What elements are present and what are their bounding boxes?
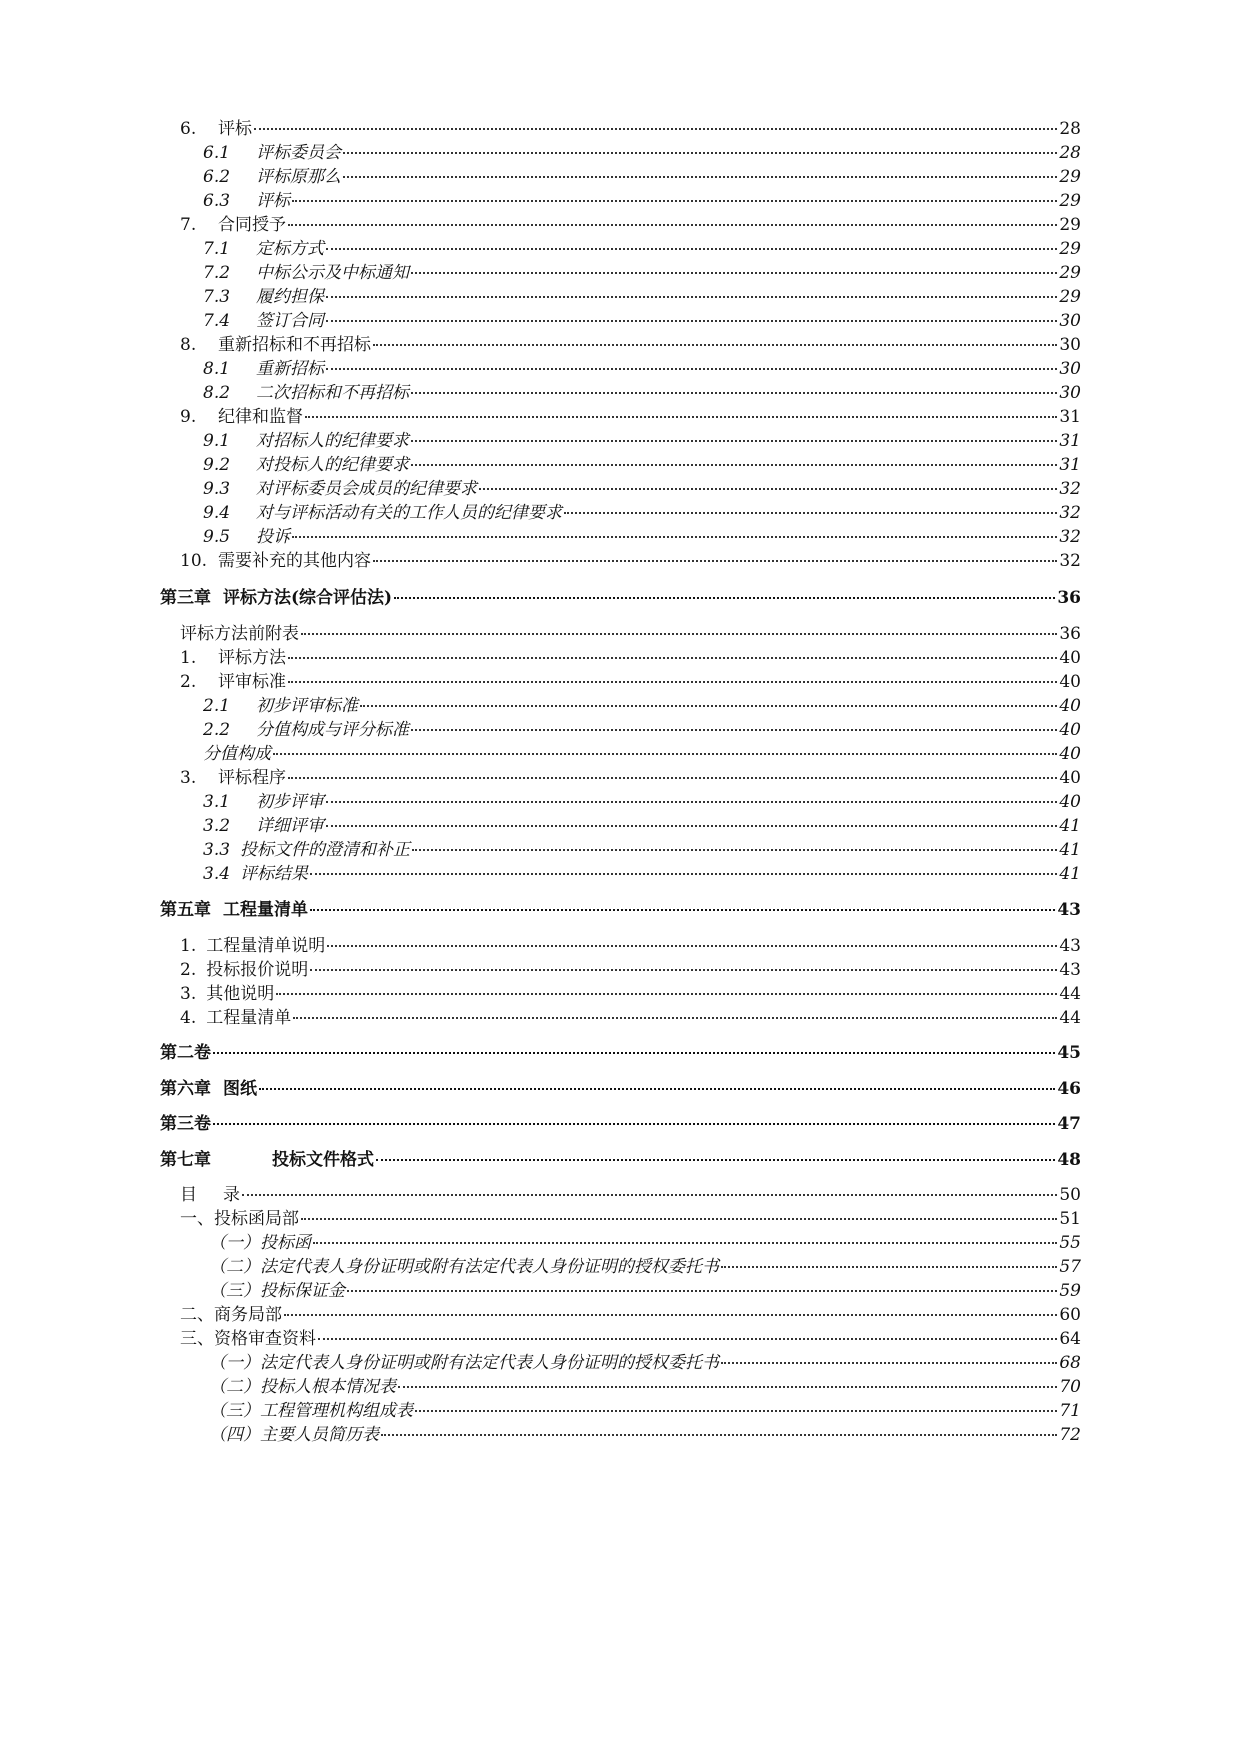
toc-entry[interactable] — [180, 1327, 1081, 1351]
toc-title: 第三卷 — [160, 1114, 211, 1134]
toc-number: 2.2 — [203, 720, 231, 740]
dot-leader — [288, 224, 1057, 226]
toc-title: 分值构成与评分标准 — [256, 720, 409, 740]
toc-title: 工程量清单说明 — [206, 936, 326, 956]
toc-number: 9.4 — [203, 503, 231, 523]
toc-page: 51 — [1059, 1209, 1081, 1229]
toc-number: 7.4 — [203, 311, 231, 331]
dot-leader — [292, 536, 1057, 538]
toc-entry[interactable] — [203, 165, 1081, 189]
dot-leader — [305, 416, 1057, 418]
toc-number: 7.3 — [203, 287, 231, 307]
chapter-number: 第六章 — [160, 1079, 211, 1099]
toc-title: 投标文件格式 — [272, 1150, 374, 1170]
toc-title: 评审标准 — [218, 672, 286, 692]
dot-leader — [326, 248, 1057, 250]
toc-title: 初步评审标准 — [256, 696, 358, 716]
dot-leader — [259, 1088, 1055, 1090]
toc-title: （三）工程管理机构组成表 — [209, 1401, 413, 1421]
toc-entry[interactable] — [203, 814, 1081, 838]
toc-entry[interactable] — [203, 477, 1081, 501]
toc-page: 32 — [1059, 527, 1081, 547]
dot-leader — [310, 969, 1057, 971]
toc-number: 3.4 — [203, 864, 231, 884]
dot-leader — [394, 597, 1055, 599]
toc-title: 初步评审 — [256, 792, 324, 812]
dot-leader — [721, 1362, 1057, 1364]
toc-title: 图纸 — [223, 1079, 257, 1099]
dot-leader — [360, 705, 1057, 707]
dot-leader — [398, 1386, 1057, 1388]
toc-entry[interactable] — [180, 405, 1081, 429]
toc-entry[interactable] — [180, 622, 1081, 646]
dot-leader — [381, 1434, 1057, 1436]
toc-page: 29 — [1059, 287, 1081, 307]
toc-title: 二次招标和不再招标 — [256, 383, 409, 403]
toc-title: 一、投标函局部 — [180, 1209, 299, 1229]
toc-page: 29 — [1059, 167, 1081, 187]
chapter-number: 第五章 — [160, 900, 211, 920]
toc-title: 评标原那么 — [256, 167, 341, 187]
dot-leader — [213, 1052, 1055, 1054]
toc-number: 8.2 — [203, 383, 231, 403]
toc-title: （二）法定代表人身份证明或附有法定代表人身份证明的授权委托书 — [209, 1257, 719, 1277]
toc-entry[interactable] — [180, 646, 1081, 670]
toc-page: 40 — [1059, 744, 1081, 764]
toc-entry[interactable] — [203, 718, 1081, 742]
toc-page: 41 — [1059, 840, 1081, 860]
toc-page: 29 — [1059, 191, 1081, 211]
dot-leader — [284, 1314, 1057, 1316]
toc-title: 签订合同 — [256, 311, 324, 331]
dot-leader — [373, 344, 1057, 346]
dot-leader — [411, 272, 1057, 274]
dot-leader — [273, 753, 1057, 755]
dot-leader — [326, 296, 1057, 298]
toc-page: 28 — [1059, 119, 1081, 139]
toc-entry[interactable] — [180, 934, 1081, 958]
toc-entry[interactable] — [180, 766, 1081, 790]
toc-chapter[interactable] — [160, 586, 1081, 610]
toc-chapter[interactable] — [160, 1041, 1081, 1065]
toc-page: 46 — [1057, 1079, 1081, 1099]
toc-title: （一）法定代表人身份证明或附有法定代表人身份证明的授权委托书 — [209, 1353, 719, 1373]
toc-page: 30 — [1059, 335, 1081, 355]
toc-page: 43 — [1059, 936, 1081, 956]
toc-entry[interactable] — [180, 670, 1081, 694]
toc-entry[interactable] — [180, 549, 1081, 573]
toc-number: 4. — [180, 1008, 197, 1028]
toc-title: （一）投标函 — [209, 1233, 311, 1253]
toc-entry[interactable] — [203, 453, 1081, 477]
toc-entry[interactable] — [180, 213, 1081, 237]
toc-entry[interactable] — [209, 1399, 1081, 1423]
toc-number: 9.2 — [203, 455, 231, 475]
toc-page: 31 — [1059, 455, 1081, 475]
toc-entry[interactable] — [203, 189, 1081, 213]
dot-leader — [412, 849, 1057, 851]
dot-leader — [411, 729, 1057, 731]
toc-page: 50 — [1059, 1185, 1081, 1205]
toc-entry[interactable] — [180, 1207, 1081, 1231]
dot-leader — [288, 777, 1057, 779]
toc-number: 2.1 — [203, 696, 231, 716]
dot-leader — [310, 873, 1057, 875]
toc-entry[interactable] — [203, 309, 1081, 333]
dot-leader — [293, 1017, 1057, 1019]
toc-title: 合同授予 — [218, 215, 286, 235]
toc-chapter[interactable] — [160, 1112, 1081, 1136]
toc-entry[interactable] — [180, 982, 1081, 1006]
toc-title: 评标方法前附表 — [180, 624, 299, 644]
toc-title: 详细评审 — [256, 816, 324, 836]
toc-number: 3.1 — [203, 792, 231, 812]
toc-page: 40 — [1059, 696, 1081, 716]
toc-title: 对投标人的纪律要求 — [256, 455, 409, 475]
toc-title: 投标报价说明 — [206, 960, 309, 980]
toc-page: 40 — [1059, 792, 1081, 812]
toc-page: 29 — [1059, 215, 1081, 235]
dot-leader — [721, 1266, 1057, 1268]
toc-number: 9.3 — [203, 479, 231, 499]
toc-number: 6.3 — [203, 191, 231, 211]
toc-page: 43 — [1057, 900, 1081, 920]
toc-entry[interactable] — [203, 237, 1081, 261]
toc-page: 57 — [1059, 1257, 1081, 1277]
toc-page: 41 — [1059, 816, 1081, 836]
toc-page: 68 — [1059, 1353, 1081, 1373]
toc-entry[interactable] — [203, 285, 1081, 309]
toc-number: 3. — [180, 768, 197, 788]
toc-number: 7. — [180, 215, 197, 235]
toc-page: 64 — [1059, 1329, 1081, 1349]
toc-title: 中标公示及中标通知 — [256, 263, 409, 283]
toc-page: 71 — [1059, 1401, 1081, 1421]
toc-chapter[interactable] — [160, 898, 1081, 922]
toc-title: 录 — [223, 1185, 240, 1205]
toc-title: 评标 — [218, 119, 252, 139]
toc-entry[interactable] — [203, 381, 1081, 405]
dot-leader — [326, 368, 1057, 370]
toc-page: 30 — [1059, 383, 1081, 403]
toc-number: 9.5 — [203, 527, 231, 547]
toc-entry[interactable] — [209, 1351, 1081, 1375]
toc-entry[interactable] — [209, 1423, 1081, 1447]
toc-entry[interactable] — [203, 261, 1081, 285]
toc-page: 72 — [1059, 1425, 1081, 1445]
toc-title: 三、资格审查资料 — [180, 1329, 316, 1349]
dot-leader — [326, 320, 1057, 322]
toc-entry[interactable] — [180, 1303, 1081, 1327]
toc-page: 45 — [1057, 1043, 1081, 1063]
toc-title: 工程量清单 — [223, 900, 308, 920]
toc-entry[interactable] — [203, 862, 1081, 886]
toc-entry[interactable] — [203, 838, 1081, 862]
toc-title: （三）投标保证金 — [209, 1281, 345, 1301]
toc-title: 投标文件的澄清和补正 — [240, 840, 411, 860]
dot-leader — [415, 1410, 1057, 1412]
toc-title: 对与评标活动有关的工作人员的纪律要求 — [256, 503, 562, 523]
toc-page: 32 — [1059, 551, 1081, 571]
dot-leader — [411, 392, 1057, 394]
toc-entry[interactable] — [209, 1231, 1081, 1255]
toc-number: 10. — [180, 551, 208, 571]
toc-number: 1. — [180, 936, 197, 956]
toc-page: 44 — [1059, 1008, 1081, 1028]
toc-page: 31 — [1059, 407, 1081, 427]
toc-number: 7.1 — [203, 239, 231, 259]
dot-leader — [313, 1242, 1057, 1244]
dot-leader — [326, 825, 1057, 827]
toc-number: 7.2 — [203, 263, 231, 283]
toc-number: 2. — [180, 672, 197, 692]
toc-page: 55 — [1059, 1233, 1081, 1253]
toc-entry[interactable] — [180, 958, 1081, 982]
toc-title: 重新招标和不再招标 — [218, 335, 371, 355]
toc-title: 需要补充的其他内容 — [218, 551, 371, 571]
dot-leader — [343, 176, 1057, 178]
dot-leader — [373, 560, 1057, 562]
toc-number: 6.1 — [203, 143, 231, 163]
toc-title: 二、商务局部 — [180, 1305, 282, 1325]
dot-leader — [326, 801, 1057, 803]
toc-page: 60 — [1059, 1305, 1081, 1325]
toc-number: 目 — [180, 1185, 197, 1205]
dot-leader — [564, 512, 1057, 514]
dot-leader — [292, 200, 1057, 202]
toc-title: 其他说明 — [206, 984, 275, 1004]
toc-number: 6.2 — [203, 167, 231, 187]
chapter-number: 第七章 — [160, 1150, 211, 1170]
toc-page: 41 — [1059, 864, 1081, 884]
toc-page: 28 — [1059, 143, 1081, 163]
toc-title: 分值构成 — [203, 744, 271, 764]
toc-title: 评标委员会 — [256, 143, 341, 163]
dot-leader — [411, 440, 1057, 442]
toc-title: 第二卷 — [160, 1043, 211, 1063]
dot-leader — [347, 1290, 1057, 1292]
toc-number: 9.1 — [203, 431, 231, 451]
toc-entry[interactable] — [180, 117, 1081, 141]
toc-page: 59 — [1059, 1281, 1081, 1301]
toc-page: 29 — [1059, 263, 1081, 283]
toc-entry[interactable] — [203, 357, 1081, 381]
toc-page: 31 — [1059, 431, 1081, 451]
toc-entry[interactable] — [203, 501, 1081, 525]
toc-title: 投诉 — [256, 527, 290, 547]
toc-title: 履约担保 — [256, 287, 324, 307]
toc-entry[interactable] — [203, 429, 1081, 453]
dot-leader — [327, 945, 1057, 947]
toc-number: 2. — [180, 960, 197, 980]
toc-chapter[interactable] — [160, 1148, 1081, 1172]
toc-page: 40 — [1059, 720, 1081, 740]
toc-entry[interactable] — [180, 333, 1081, 357]
dot-leader — [254, 128, 1057, 130]
dot-leader — [479, 488, 1057, 490]
toc-entry[interactable] — [209, 1375, 1081, 1399]
toc-title: 评标方法(综合评估法) — [223, 588, 393, 608]
toc-number: 6. — [180, 119, 197, 139]
toc-entry[interactable] — [180, 1006, 1081, 1030]
toc-page: 40 — [1059, 768, 1081, 788]
toc-page: 44 — [1059, 984, 1081, 1004]
toc-number: 8. — [180, 335, 197, 355]
toc-entry[interactable] — [209, 1255, 1081, 1279]
toc-number: 3.2 — [203, 816, 231, 836]
dot-leader — [318, 1338, 1057, 1340]
toc-page: 36 — [1057, 588, 1081, 608]
dot-leader — [242, 1194, 1057, 1196]
toc-number: 1. — [180, 648, 197, 668]
dot-leader — [411, 464, 1057, 466]
toc-entry[interactable] — [203, 141, 1081, 165]
dot-leader — [301, 1218, 1057, 1220]
toc-title: 对评标委员会成员的纪律要求 — [256, 479, 477, 499]
toc-title: 评标结果 — [240, 864, 309, 884]
toc-page: 48 — [1057, 1150, 1081, 1170]
toc-title: （四）主要人员简历表 — [209, 1425, 379, 1445]
toc-page: 32 — [1059, 479, 1081, 499]
toc-page: 36 — [1059, 624, 1081, 644]
toc-number: 9. — [180, 407, 197, 427]
toc-page: 47 — [1057, 1114, 1081, 1134]
toc-page: 70 — [1059, 1377, 1081, 1397]
toc-entry[interactable] — [203, 790, 1081, 814]
toc-number: 8.1 — [203, 359, 231, 379]
toc-entry[interactable] — [203, 694, 1081, 718]
toc-page: 30 — [1059, 359, 1081, 379]
dot-leader — [288, 657, 1057, 659]
toc-title: 评标方法 — [218, 648, 286, 668]
toc-number: 3. — [180, 984, 197, 1004]
dot-leader — [276, 993, 1057, 995]
toc-title: 对招标人的纪律要求 — [256, 431, 409, 451]
toc-title: 定标方式 — [256, 239, 324, 259]
toc-title: 工程量清单 — [206, 1008, 292, 1028]
chapter-number: 第三章 — [160, 588, 211, 608]
toc-chapter[interactable] — [160, 1077, 1081, 1101]
dot-leader — [288, 681, 1057, 683]
toc-page: 40 — [1059, 672, 1081, 692]
toc-page: 30 — [1059, 311, 1081, 331]
toc-title: 评标 — [256, 191, 290, 211]
toc-title: 评标程序 — [218, 768, 286, 788]
toc-page: 32 — [1059, 503, 1081, 523]
toc-title: 重新招标 — [256, 359, 324, 379]
toc-number: 3.3 — [203, 840, 231, 860]
toc-entry[interactable] — [180, 1183, 1081, 1207]
toc-page: 29 — [1059, 239, 1081, 259]
toc-entry[interactable] — [203, 742, 1081, 766]
dot-leader — [213, 1123, 1055, 1125]
dot-leader — [343, 152, 1057, 154]
toc-page: 40 — [1059, 648, 1081, 668]
toc-title: （二）投标人根本情况表 — [209, 1377, 396, 1397]
toc-title: 纪律和监督 — [218, 407, 303, 427]
dot-leader — [301, 633, 1057, 635]
toc-page: 43 — [1059, 960, 1081, 980]
dot-leader — [310, 909, 1055, 911]
toc-entry[interactable] — [209, 1279, 1081, 1303]
toc-entry[interactable] — [203, 525, 1081, 549]
dot-leader — [376, 1159, 1055, 1161]
